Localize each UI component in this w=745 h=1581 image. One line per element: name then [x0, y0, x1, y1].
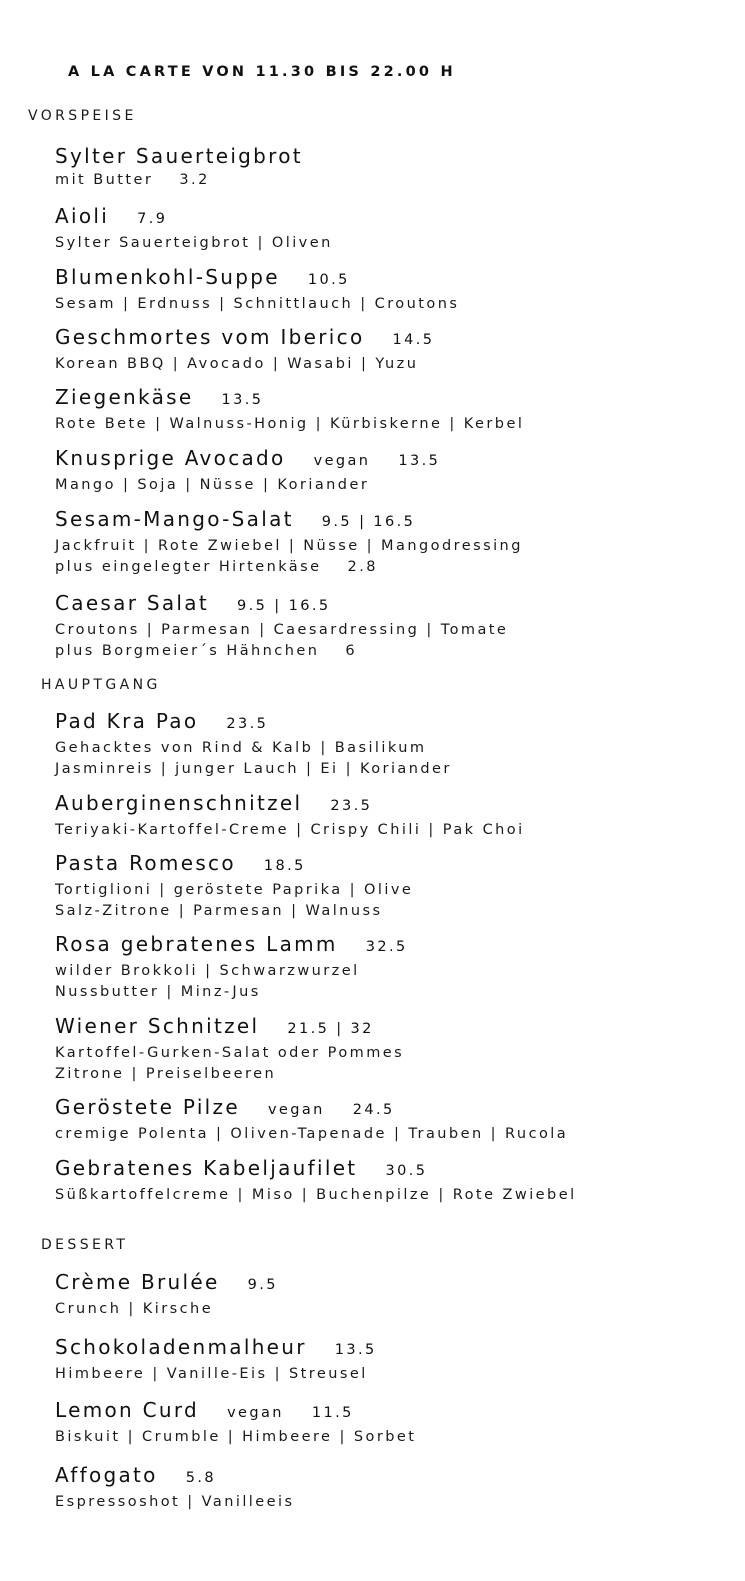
item-name: Crème Brulée — [55, 1270, 220, 1294]
item-name: Auberginenschnitzel — [55, 791, 303, 815]
menu-item — [55, 1095, 568, 1145]
menu-item — [55, 325, 434, 375]
item-description: Teriyaki-Kartoffel-Creme | Crispy Chili | Pak Choi — [55, 822, 525, 838]
item-name: Schokoladenmalheur — [55, 1335, 307, 1359]
item-price: 7.9 — [137, 211, 168, 227]
item-description: Sesam | Erdnuss | Schnittlauch | Croutons — [55, 296, 460, 312]
item-name: Ziegenkäse — [55, 385, 194, 409]
item-price: 32.5 — [365, 939, 408, 955]
item-description: Biskuit | Crumble | Himbeere | Sorbet — [55, 1429, 417, 1445]
vegan-tag: vegan — [227, 1405, 284, 1421]
item-description: Sylter Sauerteigbrot | Oliven — [55, 235, 333, 251]
menu-item — [55, 851, 413, 922]
menu-item — [55, 1014, 404, 1085]
item-description: Croutons | Parmesan | Caesardressing | Tomate — [55, 622, 509, 638]
item-price: 30.5 — [385, 1163, 428, 1179]
item-extra-price: 6 — [345, 643, 358, 659]
item-price: 3.2 — [179, 172, 210, 188]
item-description-2: Zitrone | Preiselbeeren — [55, 1066, 277, 1082]
item-name: Sylter Sauerteigbrot — [55, 144, 303, 168]
item-name: Sesam-Mango-Salat — [55, 507, 294, 531]
item-description: Espressoshot | Vanilleeis — [55, 1494, 295, 1510]
item-price: 21.5 | 32 — [287, 1021, 374, 1037]
menu-item — [55, 446, 440, 496]
item-name: Lemon Curd — [55, 1398, 200, 1422]
item-description: Jackfruit | Rote Zwiebel | Nüsse | Mangodressing — [55, 538, 523, 554]
menu-item — [55, 204, 333, 254]
item-price: 11.5 — [311, 1405, 354, 1421]
item-name: Rosa gebratenes Lamm — [55, 932, 338, 956]
menu-item — [55, 1463, 295, 1513]
item-extra-price: 2.8 — [347, 559, 378, 575]
item-description: Gehacktes von Rind & Kalb | Basilikum — [55, 740, 427, 756]
item-description: Crunch | Kirsche — [55, 1301, 214, 1317]
item-price: 9.5 — [247, 1277, 278, 1293]
menu-item — [55, 144, 303, 191]
item-price: 18.5 — [263, 858, 306, 874]
section-title-dessert: DESSERT — [41, 1237, 129, 1253]
item-name: Wiener Schnitzel — [55, 1014, 260, 1038]
item-price: 23.5 — [330, 798, 373, 814]
menu-item — [55, 507, 523, 578]
menu-header: A LA CARTE VON 11.30 BIS 22.00 H — [68, 64, 456, 80]
menu-item — [55, 385, 524, 435]
item-extra: plus Borgmeier´s Hähnchen — [55, 643, 320, 659]
item-description: Tortiglioni | geröstete Paprika | Olive — [55, 882, 414, 898]
menu-item — [55, 1270, 278, 1320]
item-description: Himbeere | Vanille-Eis | Streusel — [55, 1366, 368, 1382]
item-price: 10.5 — [307, 272, 350, 288]
item-description: Mango | Soja | Nüsse | Koriander — [55, 477, 370, 493]
item-name: Geröstete Pilze — [55, 1095, 240, 1119]
item-price: 9.5 | 16.5 — [321, 514, 416, 530]
item-price: 24.5 — [352, 1102, 395, 1118]
item-price: 23.5 — [226, 716, 269, 732]
item-description-2: Salz-Zitrone | Parmesan | Walnuss — [55, 903, 383, 919]
vegan-tag: vegan — [313, 453, 371, 469]
menu-item — [55, 791, 525, 841]
item-name: Geschmortes vom Iberico — [55, 325, 365, 349]
item-description: cremige Polenta | Oliven-Tapenade | Trauben | Rucola — [55, 1126, 569, 1142]
item-price: 9.5 | 16.5 — [237, 598, 331, 614]
item-description-2: Jasminreis | junger Lauch | Ei | Koriander — [55, 761, 452, 777]
section-title-vorspeise: VORSPEISE — [28, 108, 137, 124]
item-price: 13.5 — [398, 453, 441, 469]
vegan-tag: vegan — [267, 1102, 325, 1118]
item-name: Blumenkohl-Suppe — [55, 265, 280, 289]
item-price: 5.8 — [185, 1470, 216, 1486]
menu-item — [55, 1335, 377, 1385]
menu-item — [55, 591, 508, 662]
menu-item — [55, 709, 452, 780]
item-name: Knusprige Avocado — [55, 446, 286, 470]
menu-item — [55, 1398, 416, 1448]
item-description: Rote Bete | Walnuss-Honig | Kürbiskerne | Kerbel — [55, 416, 525, 432]
item-price: 14.5 — [392, 332, 435, 348]
item-description: Korean BBQ | Avocado | Wasabi | Yuzu — [55, 356, 419, 372]
item-name: Pad Kra Pao — [55, 709, 199, 733]
item-description-2: Nussbutter | Minz-Jus — [55, 984, 261, 1000]
item-description: wilder Brokkoli | Schwarzwurzel — [55, 963, 360, 979]
item-name: Aioli — [55, 204, 110, 228]
item-description: Süßkartoffelcreme | Miso | Buchenpilze | Rote Zwiebel — [55, 1187, 577, 1203]
item-price: 13.5 — [334, 1342, 377, 1358]
menu-item — [55, 1156, 577, 1206]
item-description: Kartoffel-Gurken-Salat oder Pommes — [55, 1045, 405, 1061]
menu-item — [55, 932, 408, 1003]
menu-item — [55, 265, 459, 315]
item-description: mit Butter — [55, 172, 154, 188]
section-title-hauptgang: HAUPTGANG — [41, 677, 161, 693]
item-name: Caesar Salat — [55, 591, 209, 615]
item-name: Gebratenes Kabeljaufilet — [55, 1156, 358, 1180]
item-name: Affogato — [55, 1463, 158, 1487]
item-price: 13.5 — [221, 392, 264, 408]
item-name: Pasta Romesco — [55, 851, 236, 875]
item-extra: plus eingelegter Hirtenkäse — [55, 559, 322, 575]
